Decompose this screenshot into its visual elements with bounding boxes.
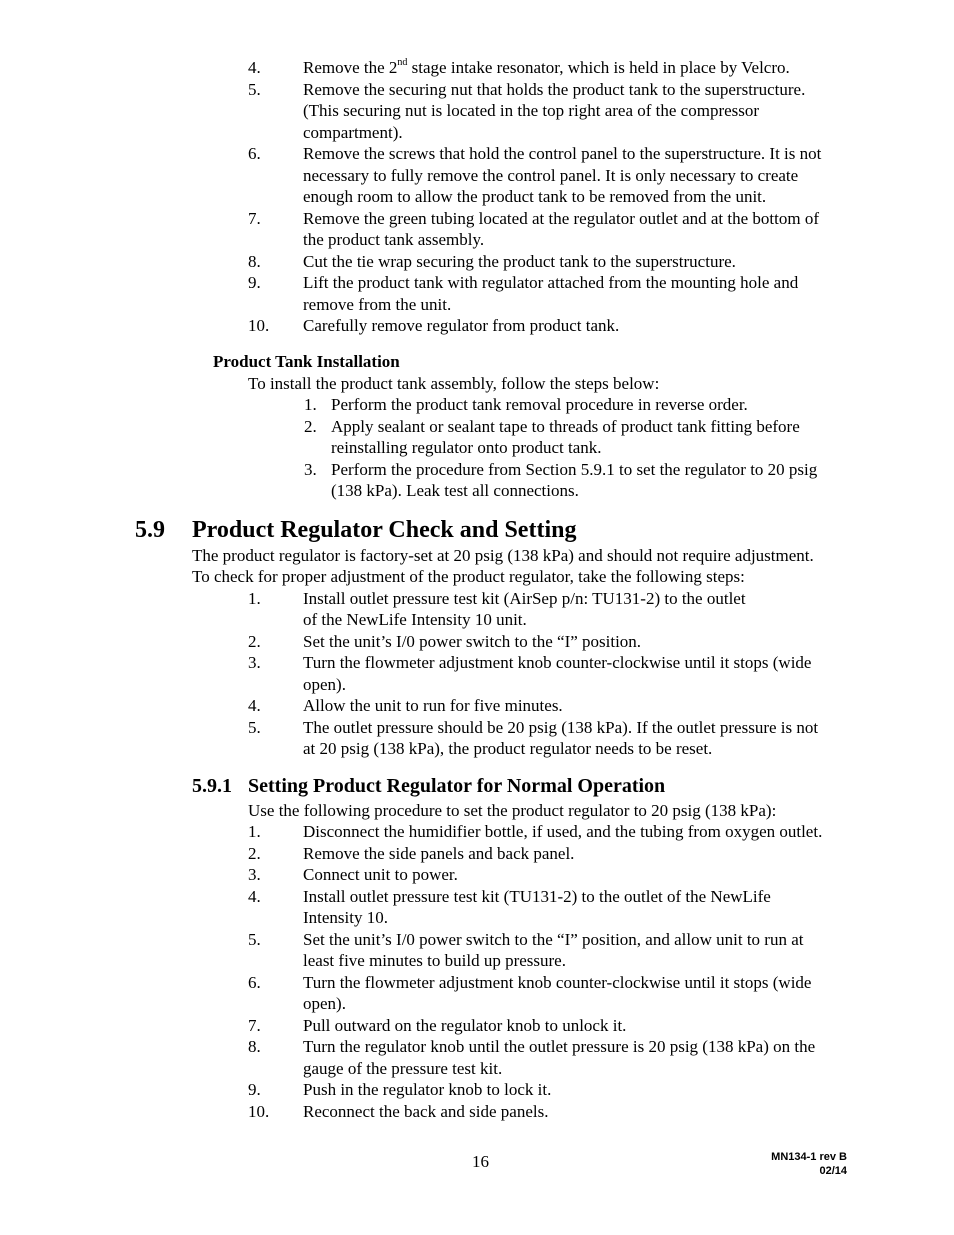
section-title: Product Regulator Check and Setting <box>192 517 577 543</box>
list-item-text: (This securing nut is located in the top right area of the compressor <box>303 101 760 120</box>
list-number: 2. <box>304 417 317 436</box>
list-item-text: (138 kPa). Leak test all connections. <box>331 481 579 500</box>
list-number: 10. <box>248 1102 270 1121</box>
list-number: 4. <box>248 887 261 906</box>
list-number: 5. <box>248 80 261 99</box>
list-number: 8. <box>248 252 261 271</box>
installation-intro: To install the product tank assembly, follow the steps below: <box>248 374 660 393</box>
list-item-text: of the NewLife Intensity 10 unit. <box>303 610 527 629</box>
list-item-text: Allow the unit to run for five minutes. <box>303 696 563 715</box>
list-item-text: Install outlet pressure test kit (TU131-2) to the outlet of the NewLife <box>303 887 771 906</box>
section-number: 5.9 <box>135 517 165 543</box>
list-item-text: Turn the flowmeter adjustment knob counter-clockwise until it stops (wide <box>303 653 812 672</box>
page-number: 16 <box>472 1152 489 1171</box>
list-item-text: Disconnect the humidifier bottle, if used, and the tubing from oxygen outlet. <box>303 822 823 841</box>
list-number: 3. <box>248 653 261 672</box>
list-item-text: Perform the product tank removal procedure in reverse order. <box>331 395 748 414</box>
list-number: 9. <box>248 1080 261 1099</box>
list-item-text: Apply sealant or sealant tape to threads of product tank fitting before <box>331 417 800 436</box>
list-item-text: Set the unit’s I/0 power switch to the “I” position. <box>303 632 642 651</box>
list-number: 1. <box>248 822 261 841</box>
list-number: 2. <box>248 632 261 651</box>
list-number: 1. <box>304 395 317 414</box>
list-item-text: Cut the tie wrap securing the product tank to the superstructure. <box>303 252 736 271</box>
list-number: 6. <box>248 144 261 163</box>
list-item-text: open). <box>303 675 346 694</box>
list-item-text: reinstalling regulator onto product tank. <box>331 438 602 457</box>
list-item-text: Install outlet pressure test kit (AirSep p/n: TU131-2) to the outlet <box>303 589 746 608</box>
list-item-text: Remove the side panels and back panel. <box>303 844 575 863</box>
list-number: 10. <box>248 316 270 335</box>
list-item-text: Connect unit to power. <box>303 865 458 884</box>
list-item-text: Turn the regulator knob until the outlet pressure is 20 psig (138 kPa) on the <box>303 1037 816 1056</box>
installation-heading: Product Tank Installation <box>213 352 400 371</box>
list-number: 7. <box>248 209 261 228</box>
list-number: 2. <box>248 844 261 863</box>
section-intro: To check for proper adjustment of the product regulator, take the following steps: <box>192 567 745 586</box>
list-item-text: Pull outward on the regulator knob to unlock it. <box>303 1016 627 1035</box>
list-number: 3. <box>248 865 261 884</box>
list-number: 4. <box>248 696 261 715</box>
list-item-text: gauge of the pressure test kit. <box>303 1059 503 1078</box>
document-date: 02/14 <box>819 1165 847 1177</box>
list-item-text: remove from the unit. <box>303 295 452 314</box>
list-item-text: Reconnect the back and side panels. <box>303 1102 549 1121</box>
list-number: 8. <box>248 1037 261 1056</box>
section-intro: The product regulator is factory-set at 20 psig (138 kPa) and should not require adjustment. <box>192 546 814 565</box>
list-item-text: Push in the regulator knob to lock it. <box>303 1080 552 1099</box>
list-item-text: compartment). <box>303 123 403 142</box>
list-item-text: open). <box>303 994 346 1013</box>
list-item-text: Remove the securing nut that holds the product tank to the superstructure. <box>303 80 806 99</box>
list-item-text: Intensity 10. <box>303 908 388 927</box>
list-item-text: Carefully remove regulator from product tank. <box>303 316 620 335</box>
list-number: 3. <box>304 460 317 479</box>
list-item-text: Turn the flowmeter adjustment knob counter-clockwise until it stops (wide <box>303 973 812 992</box>
list-item-text: Remove the screws that hold the control panel to the superstructure. It is not <box>303 144 822 163</box>
subsection-number: 5.9.1 <box>192 775 232 797</box>
subsection-intro: Use the following procedure to set the product regulator to 20 psig (138 kPa): <box>248 801 777 820</box>
list-item-text: enough room to allow the product tank to be removed from the unit. <box>303 187 767 206</box>
list-item-text: the product tank assembly. <box>303 230 485 249</box>
list-number: 5. <box>248 718 261 737</box>
list-item-text: Remove the green tubing located at the regulator outlet and at the bottom of <box>303 209 819 228</box>
list-number: 9. <box>248 273 261 292</box>
list-item-text: Remove the 2nd stage intake resonator, which is held in place by Velcro. <box>303 57 790 77</box>
list-item-text: Set the unit’s I/0 power switch to the “I” position, and allow unit to run at <box>303 930 804 949</box>
list-number: 6. <box>248 973 261 992</box>
list-number: 7. <box>248 1016 261 1035</box>
list-item-text: Perform the procedure from Section 5.9.1 to set the regulator to 20 psig <box>331 460 818 479</box>
list-item-text: least five minutes to build up pressure. <box>303 951 566 970</box>
list-item-text: at 20 psig (138 kPa), the product regulator needs to be reset. <box>303 739 713 758</box>
list-item-text: Lift the product tank with regulator attached from the mounting hole and <box>303 273 799 292</box>
list-number: 4. <box>248 58 261 77</box>
list-item-text: necessary to fully remove the control panel. It is only necessary to create <box>303 166 799 185</box>
document-id: MN134-1 rev B <box>771 1151 847 1163</box>
list-item-text: The outlet pressure should be 20 psig (138 kPa). If the outlet pressure is not <box>303 718 819 737</box>
list-number: 1. <box>248 589 261 608</box>
subsection-title: Setting Product Regulator for Normal Operation <box>248 775 666 797</box>
list-number: 5. <box>248 930 261 949</box>
